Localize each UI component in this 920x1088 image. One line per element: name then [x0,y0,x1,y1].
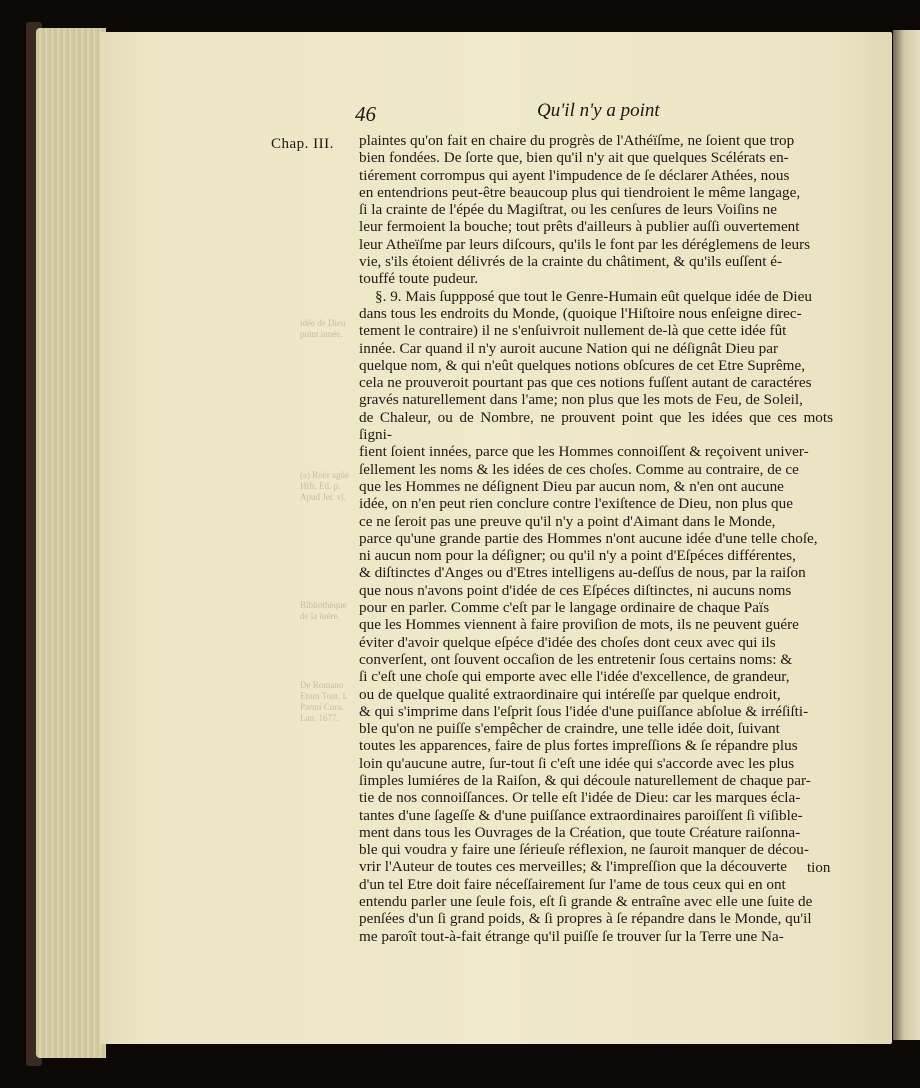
show-through-text: Bibliothèque de la ſuére. [300,600,347,621]
facing-page-edge [893,30,920,1040]
text-line: gravés naturellement dans l'ame; non plus que les mots de Feu, de Soleil, [359,391,803,409]
text-line: ce ne ſeroit pas une preuve qu'il n'y a point d'Aimant dans le Monde, [359,512,776,530]
show-through-text: idée de Dieu point innée. [300,318,346,339]
text-line: que les Hommes ne déſignent Dieu par aucun nom, & n'en ont aucune [359,477,784,495]
text-line: en entendrions peut-être beaucoup plus qui tiendroient le même langage, [359,183,801,201]
text-line: tie de nos connoiſſances. Or telle eſt l'idée de Dieu: car les marques écla- [359,789,801,807]
text-line: leur fermoient la bouche; tout prêts d'ailleurs à publier auſſi ouvertement [359,218,800,236]
text-line: loin qu'aucune autre, ſur-tout ſi c'eſt une idée qui s'accorde avec les plus [359,754,795,772]
text-line: que nous n'avons point d'idée de ces Eſpéces diſtinctes, ni aucuns noms [359,581,792,599]
text-line: que les Hommes viennent à faire proviſion de mots, ils ne peuvent guére [359,616,799,634]
running-head: Qu'il n'y a point [537,100,660,121]
text-line: touffé toute pudeur. [359,270,479,288]
text-line: ſellement les noms & les idées de ces choſes. Comme au contraire, de ce [359,460,799,478]
show-through-text: (a) Roër agüé Hift. Ed. p. Apud Jer. vi. [300,470,349,502]
text-line: tiérement corrompus qui ayent l'impudence de ſe déclarer Athées, nous [359,166,790,184]
text-line: ble qu'on ne puiſſe s'empêcher de craindre, une telle idée doit, ſuivant [359,720,780,738]
text-line: converſent, ont ſouvent occaſion de les entretenir ſous certains noms: & [359,650,793,668]
page-stack-edges [36,28,106,1058]
body-text [359,132,833,945]
text-line: de Chaleur, ou de Nombre, ne prouvent point que les idées que ces mots ſigni- [359,408,833,444]
page-number: 46 [355,102,376,126]
text-line: pour en parler. Comme c'eſt par le langage ordinaire de chaque Païs [359,599,770,617]
text-line: §. 9. Mais ſuppposé que tout le Genre-Humain eût quelque idée de Dieu [375,287,812,305]
text-line: ni aucun nom pour la déſigner; ou qu'il n'y a point d'Eſpéces différentes, [359,547,796,565]
text-line: ment dans tous les Ouvrages de la Création, que toute Créature raiſonna- [359,823,801,841]
text-line: ou de quelque qualité extraordinaire qui intéreſſe par quelque endroit, [359,685,781,703]
text-line: & diſtinctes d'Anges ou d'Etres intelligens au-deſſus de nous, par la raiſon [359,564,806,582]
text-line: toutes les apparences, faire de plus fortes impreſſions & ſe répandre plus [359,737,798,755]
text-line: ble qui voudra y faire une ſérieuſe réflexion, ne ſauroit manquer de décou- [359,841,809,859]
text-line: vie, s'ils étoient délivrés de la crainte du châtiment, & qu'ils euſſent é- [359,253,783,271]
text-line: tantes d'une ſageſſe & d'une puiſſance extraordinaires paroiſſent ſi viſible- [359,806,803,824]
text-line: d'un tel Etre doit faire néceſſairement ſur l'ame de tous ceux qui en ont [359,875,786,893]
text-line: tement le contraire) il ne s'enſuivroit nullement de-là que cette idée fût [359,322,787,340]
text-line: ſi la crainte de l'épée du Magiſtrat, ou les cenſures de leurs Voiſins ne [359,201,778,219]
text-line: me paroît tout-à-fait étrange qu'il puiſſe ſe trouver ſur la Terre une Na- [359,927,784,945]
text-line: dans tous les endroits du Monde, (quoique l'Hiſtoire nous enſeigne direc- [359,304,802,322]
text-line: leur Atheïſme par leurs diſcours, qu'ils le font par les déréglemens de leurs [359,235,811,253]
text-line: ſimples lumiéres de la Raiſon, & qui découle naturellement de chaque par- [359,771,811,789]
text-line: idée, on n'en peut rien conclure contre l'exiſtence de Dieu, non plus que [359,495,793,513]
text-line: penſées d'un ſi grand poids, & ſi propres à ſe répandre dans le Monde, qu'il [359,910,812,928]
show-through-text: De Romano Etom Tom. I. Parmi Cura. Lan. 1677. [300,680,348,723]
text-line: cela ne prouveroit pourtant pas que ces notions fuſſent autant de caractéres [359,374,812,392]
text-line: vrir l'Auteur de toutes ces merveilles; & l'impreſſion que la découverte [359,858,788,876]
chapter-margin-note: Chap. III. [271,136,334,152]
text-line: parce qu'une grande partie des Hommes n'ont aucune idée d'une telle choſe, [359,529,818,547]
text-line: entendu parler une ſeule fois, eſt ſi grande & entraîne avec elle une ſuite de [359,893,813,911]
catchword: tion [807,860,831,876]
text-line: ſi c'eſt une choſe qui emporte avec elle l'idée d'excellence, de grandeur, [359,668,790,686]
text-line: fient ſoient innées, parce que les Hommes connoiſſent & reçoivent univer- [359,443,809,461]
text-line: quelque nom, & qui n'eût quelques notions obſcures de cet Etre Suprême, [359,356,806,374]
text-line: & qui s'imprime dans l'eſprit ſous l'idée d'une puiſſance abſolue & irréſiſti- [359,702,809,720]
text-line: innée. Car quand il n'y auroit aucune Nation qui ne déſignât Dieu par [359,339,778,357]
text-line: bien fondées. De ſorte que, bien qu'il n'y ait que quelques Scélérats en- [359,149,789,167]
text-line: éviter d'avoir quelque eſpéce d'idée des choſes dont ceux avec qui ils [359,633,776,651]
text-line: plaintes qu'on fait en chaire du progrès de l'Athéïſme, ne ſoient que trop [359,132,795,149]
